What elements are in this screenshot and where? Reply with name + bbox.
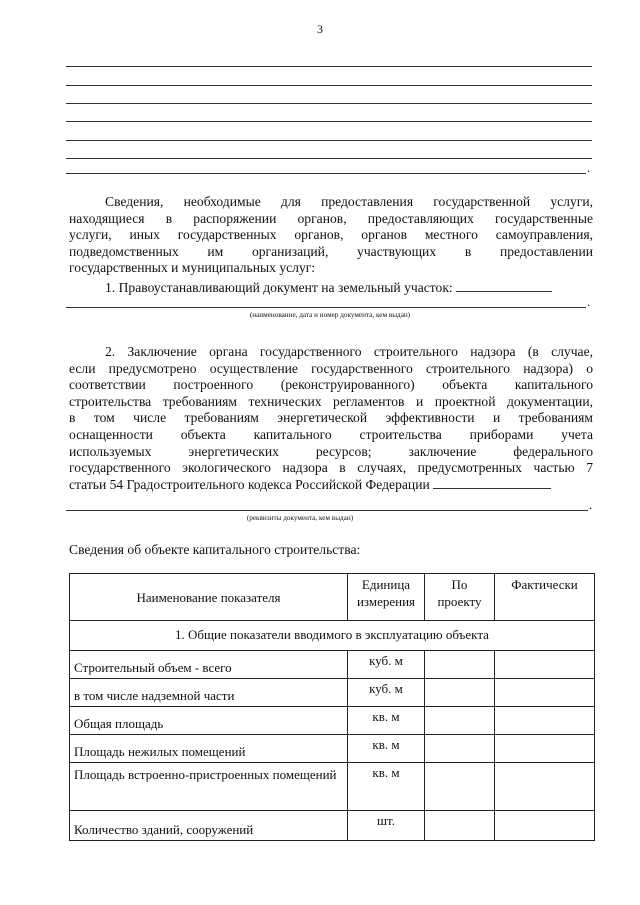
- header-plan: По проекту: [425, 574, 495, 621]
- item2-caption: (реквизиты документа, кем выдан): [246, 514, 354, 522]
- blank-line: [66, 173, 586, 174]
- table-row: [70, 651, 595, 679]
- intro-paragraph: [69, 194, 593, 277]
- object-info-heading: Сведения об объекте капитального строительства:: [69, 542, 361, 557]
- intro-line: услуги, иных государственных органов, органов местного самоуправления,: [69, 227, 593, 243]
- row-name: в том числе надземной части: [70, 679, 348, 707]
- row-unit: кв. м: [348, 735, 425, 763]
- item2-paragraph: [69, 344, 593, 493]
- item2-underline[interactable]: [66, 510, 588, 511]
- row-fact-cell[interactable]: [495, 811, 595, 841]
- item1-line: [105, 280, 595, 297]
- row-unit: куб. м: [348, 679, 425, 707]
- row-plan-cell[interactable]: [425, 735, 495, 763]
- item2-line: оснащенности объекта капитального строительства приборами учета: [69, 426, 593, 442]
- item1-underline[interactable]: [66, 307, 586, 308]
- item2-line: если предусмотрено осуществление государственного строительного надзора) о: [69, 360, 593, 376]
- table-header-row: [70, 574, 595, 621]
- section-title: 1. Общие показатели вводимого в эксплуатацию объекта: [70, 621, 595, 651]
- blank-line: [66, 121, 592, 122]
- header-unit: Единица измерения: [348, 574, 425, 621]
- indicators-table: [69, 573, 595, 841]
- intro-line: государственных и муниципальных услуг:: [69, 260, 316, 276]
- table-row: [70, 811, 595, 841]
- item2-line: в том числе требованиям энергетической эффективности и требованиям: [69, 410, 593, 426]
- row-plan-cell[interactable]: [425, 763, 495, 811]
- row-name: Площадь нежилых помещений: [70, 735, 348, 763]
- row-plan-cell[interactable]: [425, 679, 495, 707]
- row-unit: шт.: [348, 811, 425, 841]
- blank-line: [66, 66, 592, 67]
- period-mark: .: [587, 160, 591, 175]
- row-fact-cell[interactable]: [495, 651, 595, 679]
- row-unit: кв. м: [348, 763, 425, 811]
- page-number: 3: [317, 22, 323, 36]
- item1-fill-line[interactable]: [456, 281, 552, 292]
- item2-line: строительства требованиям технических регламентов и проектной документации,: [69, 393, 593, 409]
- table-row: [70, 763, 595, 811]
- row-name: Площадь встроенно-пристроенных помещений: [70, 763, 348, 811]
- blank-line: [66, 158, 592, 159]
- item2-line: государственного экологического надзора в случаях, предусмотренных частью 7: [69, 460, 593, 476]
- row-fact-cell[interactable]: [495, 707, 595, 735]
- row-name: Общая площадь: [70, 707, 348, 735]
- row-name: Количество зданий, сооружений: [70, 811, 348, 841]
- table-row: [70, 707, 595, 735]
- intro-line: находящиеся в распоряжении органов, предоставляющих государственные: [69, 210, 593, 226]
- blank-line: [66, 103, 592, 104]
- row-plan-cell[interactable]: [425, 811, 495, 841]
- row-fact-cell[interactable]: [495, 679, 595, 707]
- item2-last-text: статьи 54 Градостроительного кодекса Российской Федерации: [69, 476, 430, 492]
- row-unit: кв. м: [348, 707, 425, 735]
- item2-line: [69, 477, 593, 494]
- item2-fill-line[interactable]: [433, 478, 551, 489]
- row-fact-cell[interactable]: [495, 763, 595, 811]
- period-mark: .: [589, 497, 593, 512]
- period-mark: .: [587, 294, 591, 309]
- blank-line: [66, 85, 592, 86]
- table-row: [70, 735, 595, 763]
- header-fact: Фактически: [495, 574, 595, 621]
- item2-line: 2. Заключение органа государственного строительного надзора (в случае,: [105, 344, 593, 359]
- item1-text: 1. Правоустанавливающий документ на земельный участок:: [105, 280, 453, 295]
- item2-line: соответствии построенного (реконструированного) объекта капитального: [69, 377, 593, 393]
- intro-line: Сведения, необходимые для предоставления государственной услуги,: [105, 194, 593, 209]
- intro-line: подведомственных им организаций, участвующих в предоставлении: [69, 243, 593, 259]
- item1-caption: (наименование, дата и номер документа, кем выдан): [249, 311, 411, 319]
- header-name: Наименование показателя: [70, 574, 348, 621]
- table-row: [70, 679, 595, 707]
- row-fact-cell[interactable]: [495, 735, 595, 763]
- row-plan-cell[interactable]: [425, 651, 495, 679]
- item2-line: используемых энергетических ресурсов; заключение федерального: [69, 443, 593, 459]
- row-plan-cell[interactable]: [425, 707, 495, 735]
- blank-line: [66, 140, 592, 141]
- row-unit: куб. м: [348, 651, 425, 679]
- row-name: Строительный объем - всего: [70, 651, 348, 679]
- table-section-row: [70, 621, 595, 651]
